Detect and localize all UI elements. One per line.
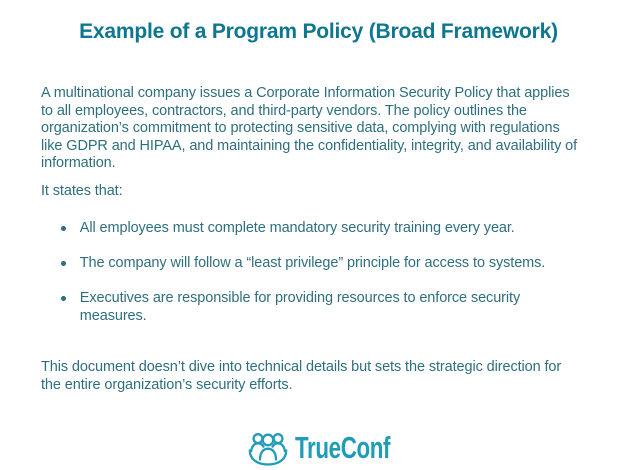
closing-line: the entire organization’s security efforts.: [41, 376, 293, 393]
bullet-line: Executives are responsible for providing resources to enforce security: [79, 290, 521, 306]
intro-paragraph: [41, 85, 596, 173]
trueconf-logo: [0, 430, 637, 466]
people-group-icon: [248, 430, 288, 466]
page-title: Example of a Program Policy (Broad Framework): [79, 20, 558, 43]
closing-line: This document doesn’t dive into technical details but sets the strategic direction for: [41, 359, 562, 375]
closing-paragraph: [41, 359, 596, 394]
bullet-dot-icon: [61, 226, 66, 231]
bullet-dot-icon: [61, 261, 66, 266]
bullet-line: measures.: [79, 307, 147, 324]
list-item: [41, 290, 596, 325]
logo-wordmark: TrueConf: [294, 430, 391, 465]
intro-line: information.: [41, 155, 116, 171]
intro-line: like GDPR and HIPAA, and maintaining the confidentiality, integrity, and availability of: [41, 137, 578, 154]
intro-line: organization’s commitment to protecting sensitive data, complying with regulations: [41, 120, 560, 136]
bullet-dot-icon: [61, 296, 66, 301]
states-label: It states that:: [41, 182, 123, 199]
bullet-text: [80, 220, 515, 238]
intro-line: A multinational company issues a Corporate Information Security Policy that applies: [41, 85, 570, 101]
bullet-text: [80, 290, 520, 325]
bullet-line: The company will follow a “least privilege” principle for access to systems.: [79, 255, 546, 271]
intro-line: to all employees, contractors, and third-party vendors. The policy outlines the: [41, 102, 527, 119]
bullet-list: [41, 220, 596, 325]
list-item: [41, 220, 596, 238]
list-item: [41, 255, 596, 273]
bullet-line: All employees must complete mandatory security training every year.: [79, 220, 515, 236]
bullet-text: [80, 255, 545, 273]
